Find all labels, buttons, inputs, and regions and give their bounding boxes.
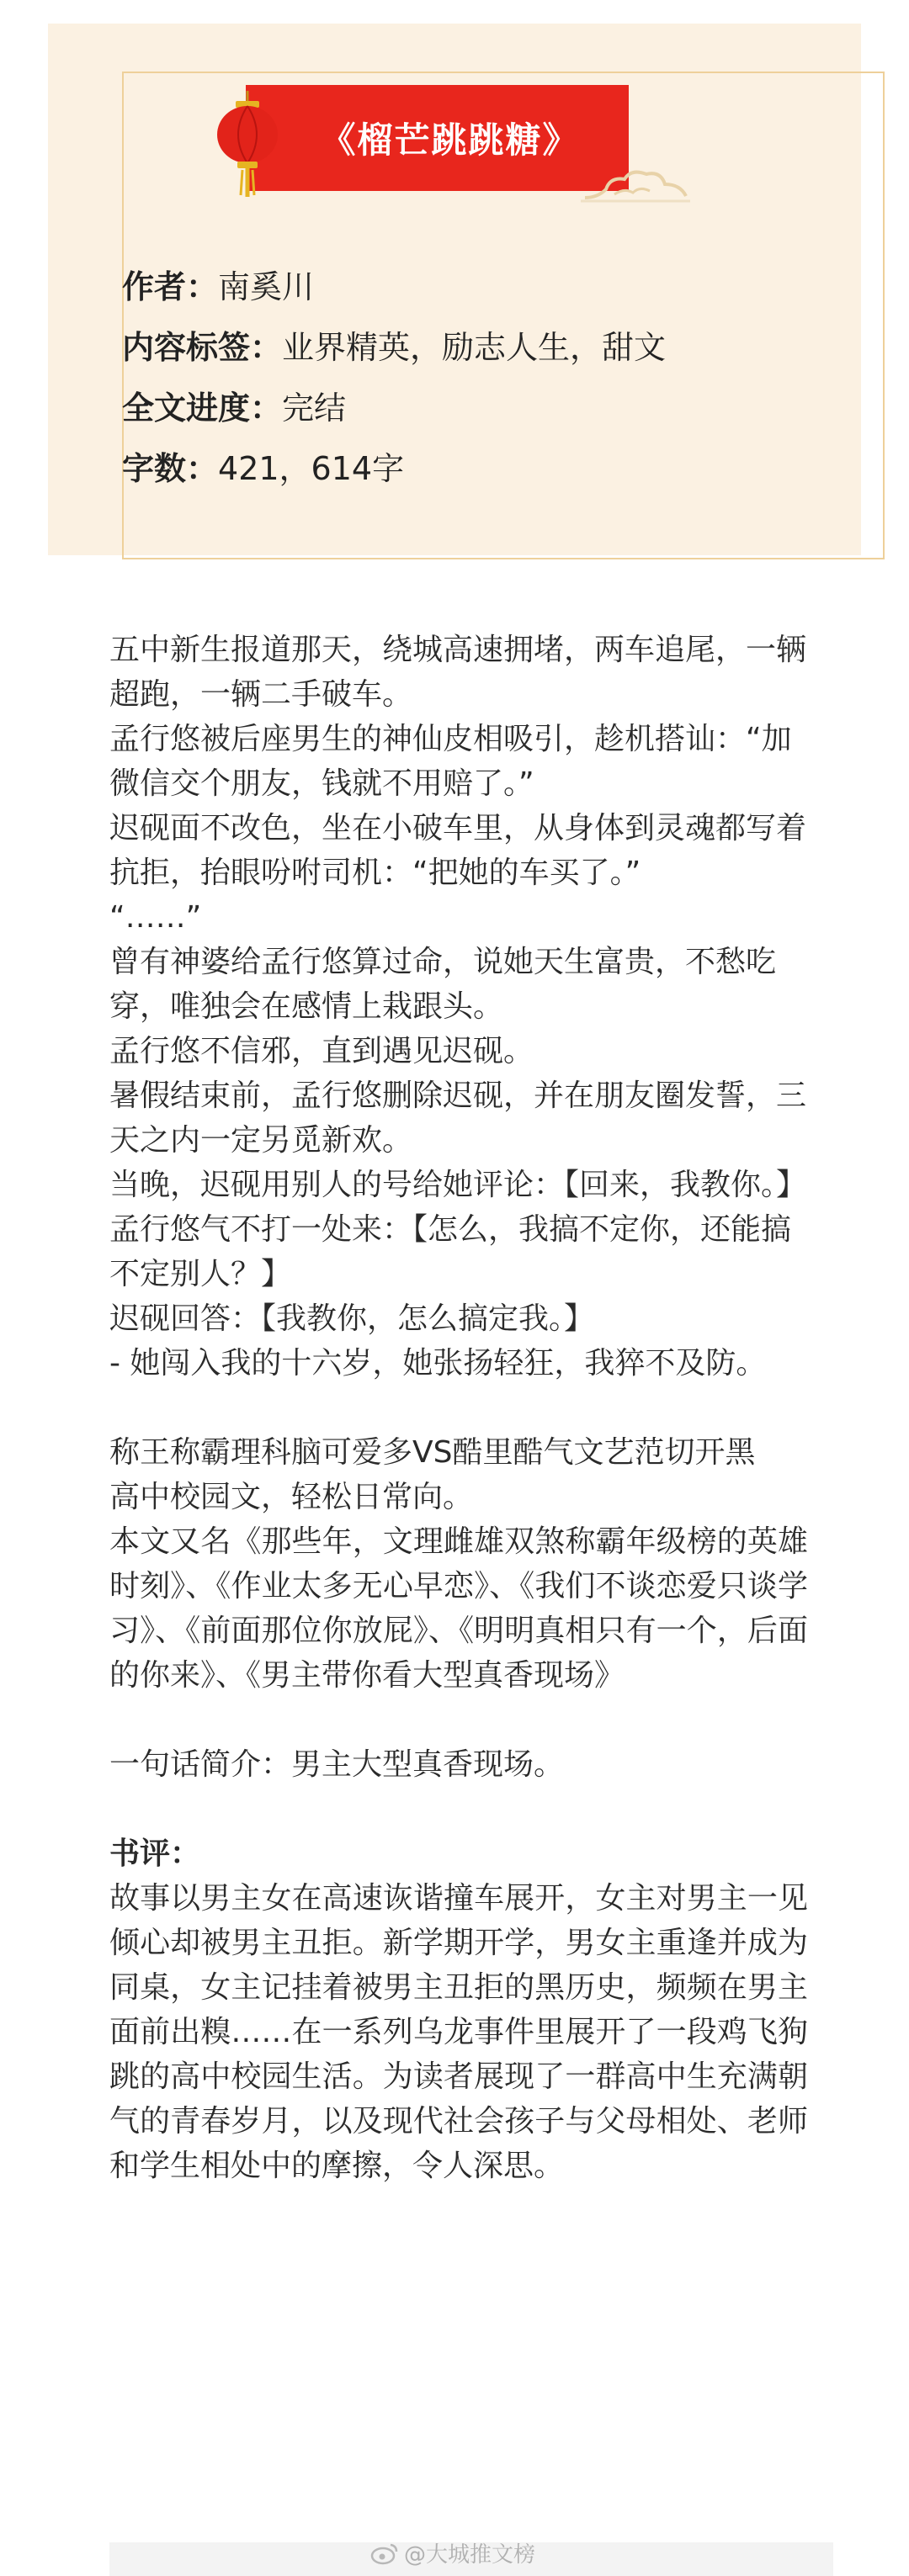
synopsis-paragraph: 本文又名《那些年，文理雌雄双煞称霸年级榜的英雄时刻》、《作业太多无心早恋》、《我们不谈恋爱只谈学习》、《前面那位你放屁》、《明明真相只有一个，后面的你来》、《男主带你看大型真香现场》 <box>109 1524 808 1693</box>
info-value: 完结 <box>282 390 347 427</box>
synopsis-paragraph: 迟砚面不改色，坐在小破车里，从身体到灵魂都写着抗拒，抬眼吩咐司机：“把她的车买了。” <box>109 811 807 890</box>
spacer <box>109 1386 808 1430</box>
info-label: 全文进度： <box>122 390 283 427</box>
synopsis-paragraph: 曾有神婆给孟行悠算过命，说她天生富贵，不愁吃穿，唯独会在感情上栽跟头。 <box>109 945 777 1024</box>
info-tags <box>122 317 795 378</box>
info-author <box>122 257 795 317</box>
info-value: 421，614字 <box>218 450 405 487</box>
spacer <box>109 1787 808 1831</box>
one-line-summary: 一句话简介：男主大型真香现场。 <box>109 1747 565 1782</box>
info-value: 业界精英，励志人生，甜文 <box>282 329 667 366</box>
info-label: 字数： <box>122 450 219 487</box>
book-info-list <box>122 257 795 499</box>
synopsis-paragraph: 当晚，迟砚用别人的号给她评论：【回来，我教你。】 <box>109 1168 807 1202</box>
spacer <box>109 1698 808 1742</box>
lantern-icon <box>214 91 281 200</box>
watermark-text: @大城推文榜 <box>404 2542 536 2568</box>
info-progress <box>122 378 795 438</box>
cloud-ornament-icon <box>581 164 690 206</box>
synopsis-text <box>109 628 808 2188</box>
title-banner <box>246 85 629 191</box>
synopsis-paragraph: 孟行悠气不打一处来：【怎么，我搞不定你，还能搞不定别人？】 <box>109 1212 792 1291</box>
info-word-count <box>122 438 795 499</box>
book-title: 《榴芒跳跳糖》 <box>320 119 580 161</box>
synopsis-paragraph: 五中新生报道那天，绕城高速拥堵，两车追尾，一辆超跑，一辆二手破车。 <box>109 633 807 712</box>
synopsis-paragraph: - 她闯入我的十六岁，她张扬轻狂，我猝不及防。 <box>109 1346 767 1381</box>
review-heading: 书评： <box>109 1837 201 1871</box>
info-label: 作者： <box>122 268 219 305</box>
synopsis-paragraph: 孟行悠被后座男生的神仙皮相吸引，趁机搭讪：“加微信交个朋友，钱就不用赔了。” <box>109 722 792 801</box>
synopsis-paragraph: 高中校园文，轻松日常向。 <box>109 1480 474 1514</box>
synopsis-paragraph: 暑假结束前，孟行悠删除迟砚，并在朋友圈发誓，三天之内一定另觅新欢。 <box>109 1079 807 1158</box>
watermark <box>370 2537 535 2568</box>
synopsis-paragraph: 称王称霸理科脑可爱多VS酷里酷气文艺范切开黑 <box>109 1435 756 1470</box>
synopsis-paragraph: 孟行悠不信邪，直到遇见迟砚。 <box>109 1034 534 1068</box>
info-value: 南奚川 <box>218 268 315 305</box>
info-label: 内容标签： <box>122 329 283 366</box>
weibo-icon <box>370 2542 399 2565</box>
review-text: 故事以男主女在高速诙谐撞车展开，女主对男主一见倾心却被男主丑拒。新学期开学，男女主重逢并成为同桌，女主记挂着被男主丑拒的黑历史，频频在男主面前出糗……在一系列乌龙事件里展开了一段鸡飞狗跳的高中校园生活。为读者展现了一群高中生充满朝气的青春岁月，以及现代社会孩子与父母相处、老师和学生相处中的摩擦，令人深思。 <box>109 1881 808 2183</box>
synopsis-paragraph: “……” <box>109 900 202 935</box>
synopsis-paragraph: 迟砚回答：【我教你，怎么搞定我。】 <box>109 1301 595 1336</box>
